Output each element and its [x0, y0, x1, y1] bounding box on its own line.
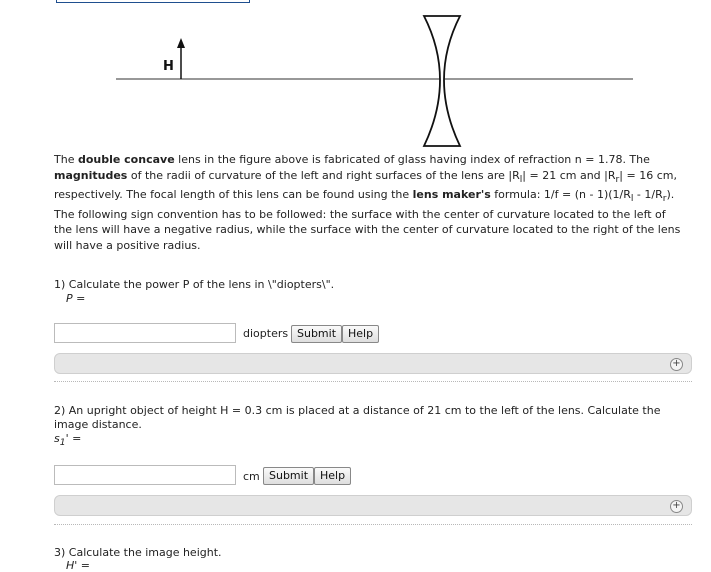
lens-figure — [0, 0, 711, 150]
expand-plus-icon[interactable]: + — [670, 500, 683, 513]
question-1-unit: diopters — [243, 327, 289, 340]
divider — [54, 381, 692, 382]
question-1-submit-button[interactable]: Submit — [291, 325, 342, 343]
question-2-unit: cm — [243, 470, 260, 483]
question-2-help-button[interactable]: Help — [314, 467, 351, 485]
question-1-help-button[interactable]: Help — [342, 325, 379, 343]
question-1-text: 1) Calculate the power P of the lens in \"diopters\". — [54, 278, 335, 291]
object-label: H — [163, 59, 174, 74]
question-2-hint-bar[interactable] — [54, 495, 692, 516]
divider — [54, 524, 692, 525]
question-2-answer-input[interactable] — [54, 465, 236, 485]
object-arrowhead — [177, 38, 185, 48]
question-1-answer-label: P = — [66, 292, 86, 305]
question-3-answer-label: H' = — [66, 559, 91, 572]
question-2-submit-button[interactable]: Submit — [263, 467, 314, 485]
question-2-answer-label: $s_1'$ = — [54, 432, 82, 449]
question-1-answer-input[interactable] — [54, 323, 236, 343]
question-2-text: 2) An upright object of height H = 0.3 cm is placed at a distance of 21 cm to the left of the lens. Calculate the image distance. — [54, 404, 661, 431]
expand-plus-icon[interactable]: + — [670, 358, 683, 371]
question-1-hint-bar[interactable] — [54, 353, 692, 374]
problem-statement: The double concave lens in the figure above is fabricated of glass having index of refraction n = 1.78. The magnitudes of the radii of curvature of the left and right surfaces of the lens are $|R_l| = 21$ cm and $|R_r| = 16$ cm, respectively. The focal length of this lens can be found using the lens maker's formula: $1/f = (n - 1)(1/R_l - 1/R_r)$. The following sign convention has to be followed: the surface with the center of curvature located to the left of the lens will have a negative radius, while the surface with the center of curvature located to the right of the lens will have a positive radius. — [54, 153, 681, 252]
question-3-text: 3) Calculate the image height. — [54, 546, 222, 559]
concave-lens — [424, 16, 460, 146]
